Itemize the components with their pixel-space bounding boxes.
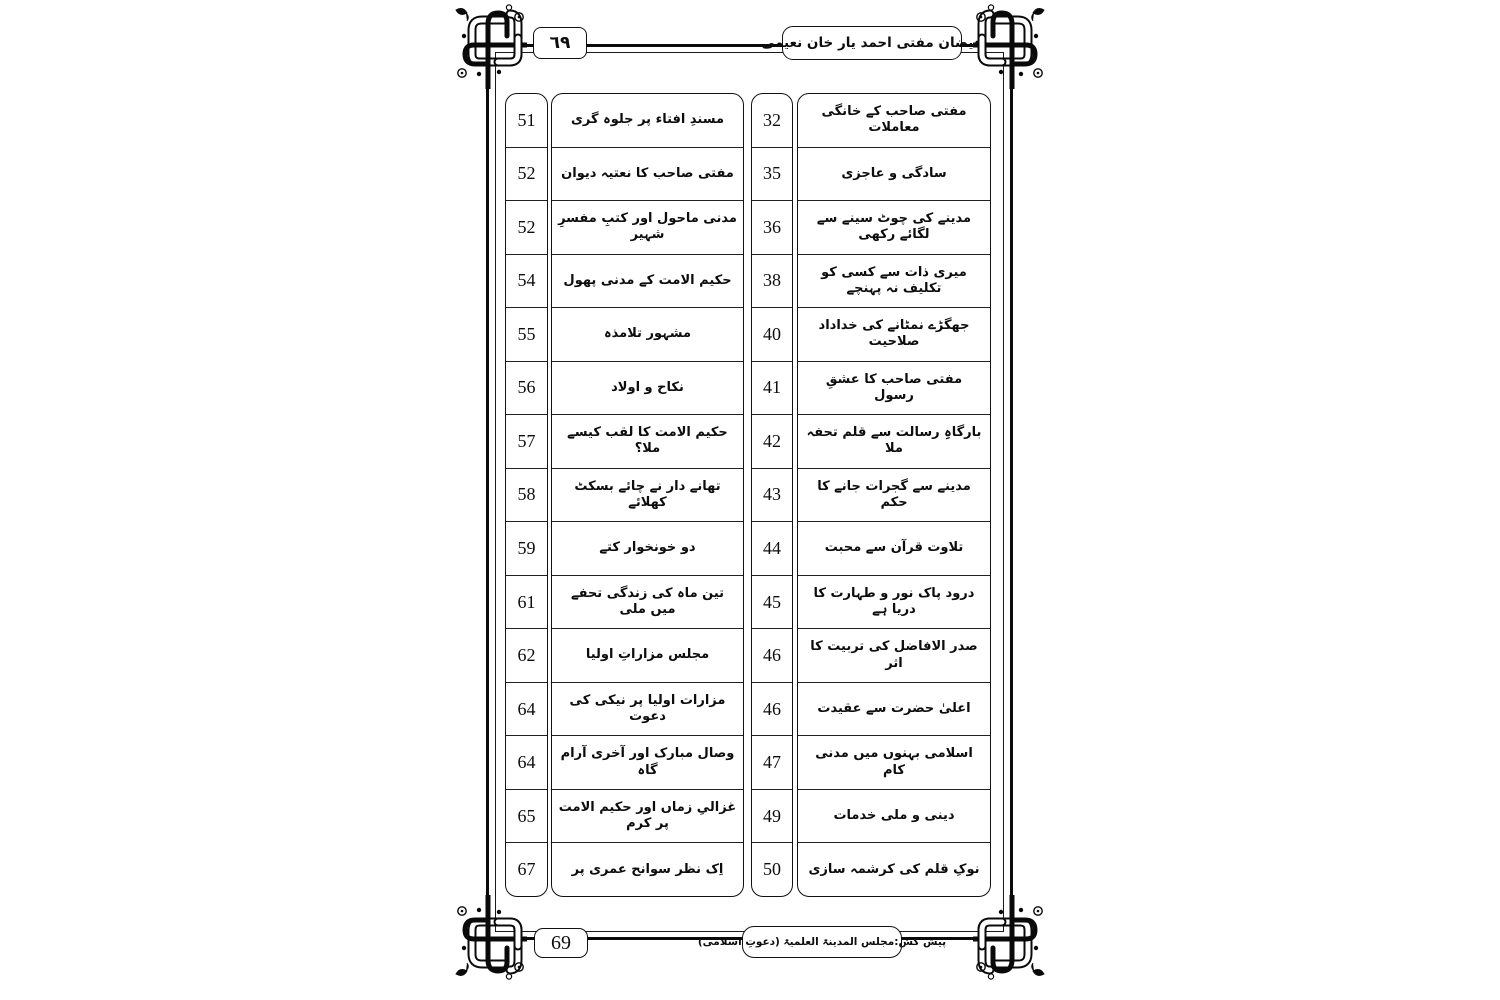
footer-page-number: 69 [534, 928, 588, 958]
toc-page-number: 54 [506, 255, 547, 309]
toc-left-page-number-column [505, 93, 548, 897]
toc-entry-title: مدینے کی چوٹ سینے سے لگائے رکھی [798, 201, 990, 255]
toc-entry-title: مشہور تلامذہ [552, 308, 743, 362]
toc-right-page-number-column [751, 93, 793, 897]
header-page-number-arabic: ٦٩ [533, 27, 587, 59]
toc-entry-title: تھانے دار نے چائے بسکٹ کھلائے [552, 469, 743, 523]
toc-entry-title: سادگی و عاجزی [798, 148, 990, 202]
toc-page-number: 38 [752, 255, 792, 309]
toc-page-number: 46 [752, 683, 792, 737]
corner-ornament-icon [452, 895, 527, 980]
toc-page-number: 50 [763, 859, 781, 880]
toc-entry-title: بارگاہِ رسالت سے قلم تحفہ ملا [798, 415, 990, 469]
toc-page-number: 57 [506, 415, 547, 469]
toc-page-number: 44 [752, 522, 792, 576]
toc-entry-title: مفتی صاحب کا نعتیہ دیوان [552, 148, 743, 202]
toc-page-number: 41 [752, 362, 792, 416]
toc-entry-title: حکیم الامت کے مدنی پھول [552, 255, 743, 309]
toc-page-number: 65 [506, 790, 547, 844]
toc-entry-title: مسندِ افتاء پر جلوہ گری [552, 94, 743, 148]
toc-page-number: 64 [506, 683, 547, 737]
toc-entry-title: مجلس مزاراتِ اولیا [552, 629, 743, 683]
toc-entry-title: مدینے سے گجرات جانے کا حکم [798, 469, 990, 523]
corner-ornament-icon [452, 4, 527, 89]
toc-entry-title: اِک نظر سوانح عمری پر [571, 861, 724, 877]
toc-page-number: 35 [752, 148, 792, 202]
toc-entry-title: نکاح و اولاد [552, 362, 743, 416]
toc-page-number: 52 [506, 148, 547, 202]
toc-page-number: 47 [752, 736, 792, 790]
toc-page-number: 61 [506, 576, 547, 630]
toc-page-number: 52 [506, 201, 547, 255]
toc-page-number: 56 [506, 362, 547, 416]
toc-right-title-column [797, 93, 991, 897]
toc-entry-title: مفتی صاحب کا عشقِ رسول [798, 362, 990, 416]
toc-entry-title: وصال مبارک اور آخری آرام گاہ [552, 736, 743, 790]
footer-publisher-line: پیش کش:مجلس المدینۃ العلمیۃ (دعوتِ اسلامی) [742, 926, 902, 958]
toc-page-number: 64 [506, 736, 547, 790]
book-title: فیضان مفتی احمد یار خان نعیمی [782, 26, 962, 60]
toc-page-number: 36 [752, 201, 792, 255]
toc-page-number: 40 [752, 308, 792, 362]
toc-entry-title: مفتی صاحب کے خانگی معاملات [798, 94, 990, 148]
toc-entry-title: جھگڑے نمٹانے کی خداداد صلاحیت [798, 308, 990, 362]
toc-page-number: 58 [506, 469, 547, 523]
toc-entry-title: درود پاک نور و طہارت کا دریا ہے [798, 576, 990, 630]
toc-entry-title: اسلامی بہنوں میں مدنی کام [798, 736, 990, 790]
toc-entry-title: حکیم الامت کا لقب کیسے ملا؟ [552, 415, 743, 469]
toc-entry-title: نوکِ قلم کی کرشمہ سازی [808, 861, 980, 877]
toc-page-number: 59 [506, 522, 547, 576]
toc-entry-title: دو خونخوار کتے [552, 522, 743, 576]
toc-entry-title: مدنی ماحول اور کتبِ مفسرِ شہیر [552, 201, 743, 255]
toc-page-number: 51 [506, 94, 547, 148]
toc-page-number: 43 [752, 469, 792, 523]
toc-entry-title: مزارات اولیا پر نیکی کی دعوت [552, 683, 743, 737]
toc-page-number: 45 [752, 576, 792, 630]
corner-ornament-icon [973, 4, 1048, 89]
toc-entry-title: دینی و ملی خدمات [798, 790, 990, 844]
toc-page-number: 49 [752, 790, 792, 844]
toc-page-number: 55 [506, 308, 547, 362]
toc-entry-title: صدر الافاضل کی تربیت کا اثر [798, 629, 990, 683]
toc-page-number: 32 [752, 94, 792, 148]
corner-ornament-icon [973, 895, 1048, 980]
toc-page-number: 62 [506, 629, 547, 683]
toc-left-title-column [551, 93, 744, 897]
toc-entry-title: تین ماہ کی زندگی تحفے میں ملی [552, 576, 743, 630]
toc-page-number: 42 [752, 415, 792, 469]
toc-entry-title: میری ذات سے کسی کو تکلیف نہ پہنچے [798, 255, 990, 309]
toc-page-number: 67 [517, 859, 536, 880]
toc-entry-title: اعلیٰ حضرت سے عقیدت [798, 683, 990, 737]
toc-entry-title: تلاوت قرآن سے محبت [798, 522, 990, 576]
toc-page-number: 46 [752, 629, 792, 683]
toc-entry-title: غزالیِ زماں اور حکیم الامت پر کرم [552, 790, 743, 844]
